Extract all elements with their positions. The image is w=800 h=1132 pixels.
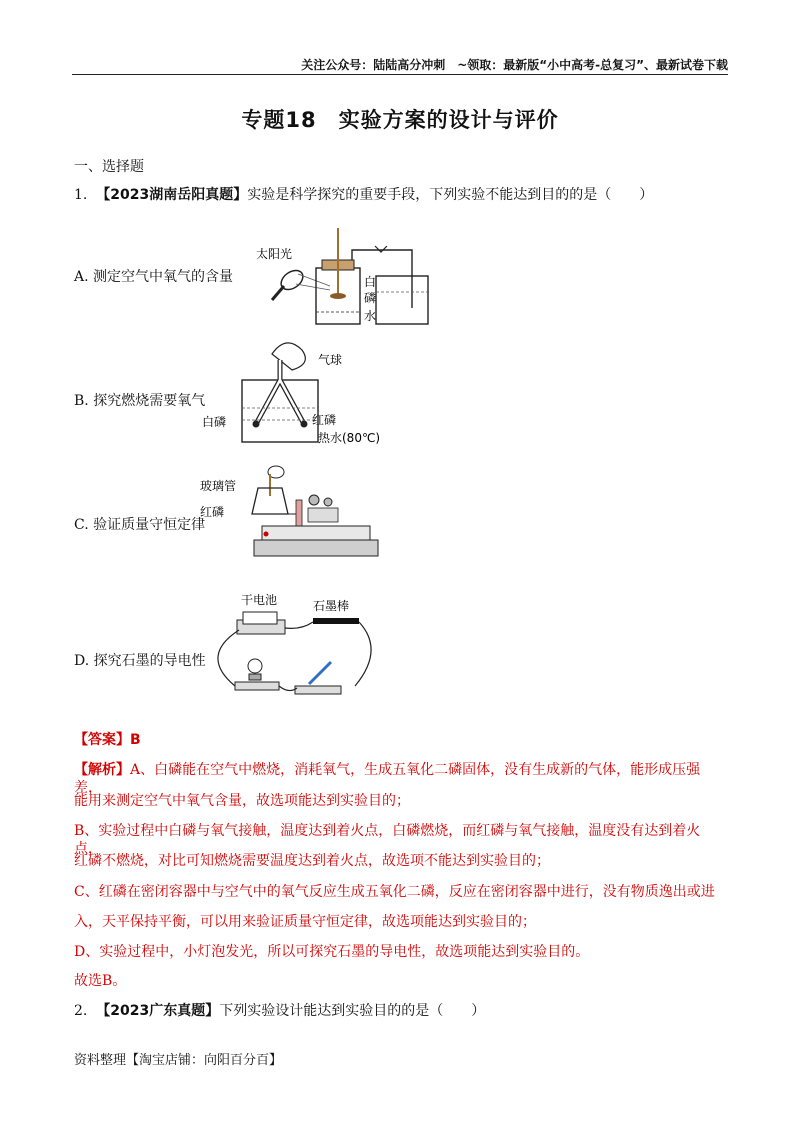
question-2 [74, 1000, 485, 1020]
q1-stem: 实验是科学探究的重要手段，下列实验不能达到目的的是（ ） [247, 187, 654, 203]
fig-a-label-1: 白 [364, 275, 377, 289]
conclusion: 故选B。 [74, 973, 127, 989]
fig-a-water-label: 水 [364, 309, 377, 323]
q2-stem: 下列实验设计能达到实验目的的是（ ） [219, 1003, 486, 1019]
analysis-line-6: 入，天平保持平衡，可以用来验证质量守恒定律，故选项能达到实验目的； [74, 914, 536, 930]
fig-a-sunlight-label: 太阳光 [256, 247, 293, 261]
fig-d-graphite-label: 石墨棒 [313, 599, 350, 613]
analysis-line-3: B、实验过程中白磷与氧气接触，温度达到着火点，白磷燃烧，而红磷与氧气接触，温度没有达到着火点， [74, 823, 701, 857]
q2-number: 2. [74, 1003, 88, 1019]
option-a: A. 测定空气中氧气的含量 [74, 269, 234, 285]
fig-b-white-p-label: 白磷 [202, 415, 227, 429]
analysis-line-7: D、实验过程中，小灯泡发光，所以可探究石墨的导电性，故选项能达到实验目的。 [74, 944, 590, 960]
figure-a-apparatus [256, 228, 430, 328]
fig-c-red-p-label: 红磷 [200, 505, 225, 519]
analysis-line-4: 红磷不燃烧，对比可知燃烧需要温度达到着火点，故选项不能达到实验目的； [74, 853, 550, 869]
fig-c-glass-tube-label: 玻璃管 [200, 479, 237, 493]
option-c: C. 验证质量守恒定律 [74, 517, 206, 533]
analysis-label: 【解析】 [74, 762, 130, 778]
option-b: B. 探究燃烧需要氧气 [74, 393, 206, 409]
q1-number: 1. [74, 187, 88, 203]
analysis-line-2: 能用来测定空气中氧气含量，故选项能达到实验目的； [74, 793, 410, 809]
figure-c-apparatus [200, 460, 380, 570]
fig-d-battery-label: 干电池 [241, 593, 278, 607]
figure-b-apparatus [200, 340, 400, 450]
answer-label: 【答案】 [74, 732, 130, 748]
figure-d-circuit [205, 590, 380, 705]
answer-value: B [130, 732, 141, 748]
q2-source: 【2023广东真题】 [96, 1003, 220, 1019]
q1-source: 【2023湖南岳阳真题】 [96, 187, 248, 203]
option-d: D. 探究石墨的导电性 [74, 653, 206, 669]
analysis-text-1: A、白磷能在空气中燃烧，消耗氧气，生成五氧化二磷固体，没有生成新的气体，能形成压强差， [74, 762, 701, 796]
fig-a-label-2: 磷 [364, 291, 377, 305]
question-1 [74, 184, 653, 204]
section-heading: 一、选择题 [74, 159, 144, 175]
page-title: 专题18 实验方案的设计与评价 [241, 108, 559, 132]
page-header [72, 56, 728, 75]
fig-b-red-p-label: 红磷 [312, 413, 337, 427]
fig-b-hot-water-label: 热水(80℃) [318, 431, 381, 445]
page-footer: 资料整理【淘宝店铺：向阳百分百】 [74, 1053, 283, 1068]
answer-line [74, 731, 728, 749]
header-text: 关注公众号：陆陆高分冲刺 ~领取：最新版“小中高考-总复习”、最新试卷下载 [301, 58, 728, 72]
analysis-line-5: C、红磷在密闭容器中与空气中的氧气反应生成五氧化二磷，反应在密闭容器中进行，没有物质逸出或进 [74, 884, 715, 900]
fig-b-balloon-label: 气球 [318, 353, 343, 367]
